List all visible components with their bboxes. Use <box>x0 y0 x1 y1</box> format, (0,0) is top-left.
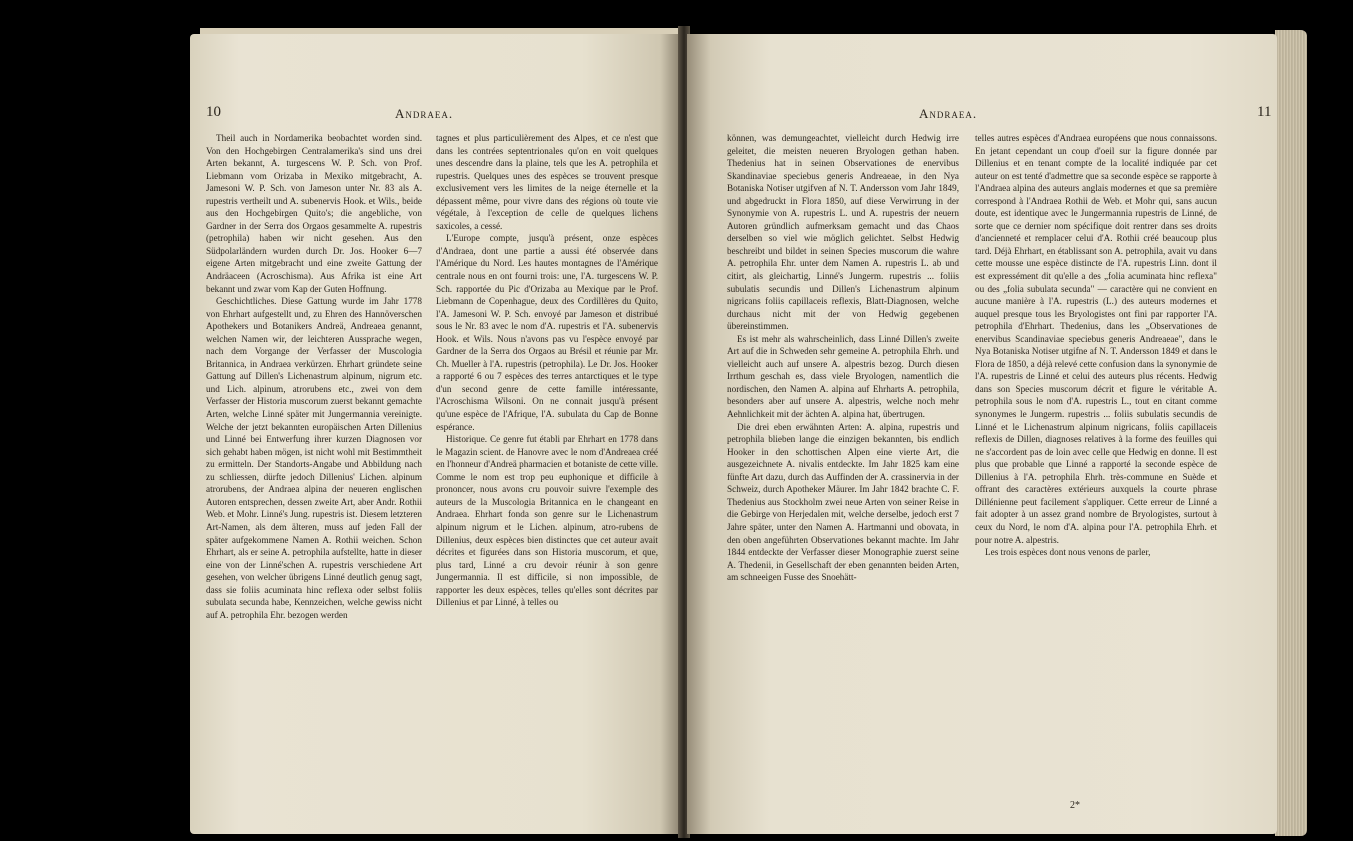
right-french-para2: Les trois espèces dont nous venons de parler, <box>985 547 1151 558</box>
left-french-para3: Historique. Ce genre fut établi par Ehrhart en 1778 dans le Magazin scient. de Hanovre avec le nom d'Andreaea créé en l'honneur d'Andreä pharmacien et botaniste de cette ville. Comme le nom est trop peu euphonique et difficile à prononcer, nous avons cru pouvoir suivre l'exemple des auteurs de la Muscologia Britannica en le changeant en Andraea. Ehrhart fonda son genre sur le Lichenastrum alpinum nigrum et le Lichen. alpinum, atro-rubens de Dillenius, deux espèces bien distinctes que cet auteur avait décrites et figurées dans son Historia muscorum, et que, plus tard, Linné a cru devoir réunir à son genre Jungermannia. Il est difficile, si non impossible, de rapporter les deux espèces, telles qu'elles sont décrites par Dillenius et par Linné, à telles ou <box>436 434 658 608</box>
left-german-para2: Geschichtliches. Diese Gattung wurde im Jahr 1778 von Ehrhart aufgestellt und, zu Ehren des Hannöverschen Apothekers und Botanikers Andreä, Andreaea genannt, welchen Namen wir, der leichteren Aussprache wegen, nach dem Vorgange der Verfasser der Muscologia Britannica, in Andraea verkürzen. Ehrhart gründete seine Gattung auf Dillen's Lichenastrum alpinum, nigrum etc. und Lich. alpinum, atrorubens etc., zwei von dem Verfasser der Historia muscorum zuerst bekannt gemachte Arten, welche Linné später mit Jungermannia vereinigte. Welche der jetzt bekannten europäischen Arten Dillenius und Linné bei Entwerfung ihrer kurzen Diagnosen vor sich gehabt haben mögen, ist nicht wohl mit Bestimmtheit zu ermitteln. Der Standorts-Angabe und Abbildung nach zu schliessen, dürfte jedoch Dillenius' Lichen. alpinum atrorubens, der Andraea alpina der neueren englischen Autoren entsprechen, dessen zweite Art, aber Andr. Rothii Web. et Mohr. Linné's Jung. rupestris ist. Diesem letzteren Art-Namen, als dem älteren, muss auf jeden Fall der später aufgekommene Namen A. Rothii weichen. Schon Ehrhart, als er seine A. petrophila aufstellte, hatte in dieser eine von der Linné'schen A. rupestris verschiedene Art gesehen, von welcher übrigens Linné deutlich genug sagt, dass sie foliis acuminata hinc reflexa oder selbst foliis subulata secunda habe, Kennzeichen, welche gewiss nicht auf A. petrophila Ehr. bezogen werden <box>206 296 422 620</box>
left-column-german <box>206 132 422 782</box>
left-running-head: Andraea. <box>395 106 454 121</box>
right-page <box>687 34 1277 834</box>
left-french-para2: L'Europe compte, jusqu'à présent, onze espèces d'Andraea, dont une partie a aussi été observée dans l'Amérique du Nord. Les hautes montagnes de l'Amérique centrale nous en ont fourni trois: une, l'A. turgescens W. P. Sch. rapportée du Pic d'Orizaba au Mexique par le Prof. Liebmann de Copenhague, deux des Cordillères du Quito, l'A. Jamesoni W. P. Sch. envoyé par Jameson et distribué sous le Nr. 83 avec le nom d'A. rupestris et l'A. subenervis Hook. et Wils. Nous n'avons pas vu l'espèce envoyé par Gardner de la Serra dos Orgaos au Brésil et réunie par Mr. Ch. Mueller à l'A. rupestris (petrophila). Le Dr. Jos. Hooker a rapporté 6 ou 7 espèces des terres antarctiques et le type d'un second genre de cette famille intéressante, l'Acroschisma Wilsoni. On ne connait jusqu'à présent qu'une espèce de l'Afrique, l'A. subulata du Cap de Bonne espérance. <box>436 233 658 432</box>
left-page <box>190 34 680 834</box>
page-edges <box>1275 30 1307 836</box>
left-page-number: 10 <box>206 104 221 120</box>
right-running-head: Andraea. <box>919 106 978 121</box>
left-column-french <box>436 132 658 782</box>
signature-mark: 2* <box>1070 800 1080 811</box>
left-french-para1: tagnes et plus particulièrement des Alpes, et ce n'est que dans les contrées septentrionales qu'on en voit quelques unes descendre dans la plaine, tels que les A. petrophila et rupestris. Quelques unes des espèces se trouvent presque exclusivement vers les limites de la neige éternelle et la dépassent même, pour vivre dans des régions où toute vie végétale, à l'exception de celle de quelques lichens saxicoles, a cessé. <box>436 133 658 231</box>
right-german-para3: Die drei eben erwähnten Arten: A. alpina, rupestris und petrophila blieben lange die einzigen bekannten, bis endlich Hooker in den schottischen Alpen eine vierte Art, die ausgezeichnete A. nivalis entdeckte. Im Jahr 1825 kam eine fünfte Art dazu, durch das Auffinden der A. crassinervia in der Schweiz, durch Apotheker Mäurer. Im Jahr 1842 brachte C. F. Thedenius aus Stockholm zwei neue Arten von seiner Reise in die Gebirge von Herjedalen mit, welche derselbe, jedoch erst 7 Jahre später, unter den Namen A. Hartmanni und obovata, in den oben angeführten Observationes bekannt machte. Im Jahr 1844 entdeckte der Verfasser dieser Monographie zuerst seine A. Thedenii, in Gesellschaft der eben genannten beiden Arten, am schneeigen Fusse des Snoehätt- <box>727 421 959 583</box>
right-column-german <box>727 132 959 782</box>
book-scan <box>190 12 1310 838</box>
right-german-para1: können, was demungeachtet, vielleicht durch Hedwig irre geleitet, die meisten neueren Bryologen gethan haben. Thedenius hat in seinen Observationes de enervibus Skandinaviae speciebus generis Andreaeae, in den Nya Botaniska Notiser utgifven af N. T. Andersson vom Jahr 1849, und abgedruckt in Flora 1850, auf diese Verwirrung in der Synonymie von A. rupestris L. und A. rupestris der neuern Autoren gründlich aufmerksam gemacht und das Chaos derselben so viel wie möglich gelichtet. Selbst Hedwig beschreibt und bildet in seinen Species muscorum die wahre A. petrophila Ehr. unter dem Namen A. rupestris L. ab und citirt, als gleichartig, Linné's Jungerm. rupestris ... foliis subulatis secundis und Dillen's Lichenastrum alpinum nigricans foliis capillaceis reflexis, Blatt-Diagnosen, welche durchaus nicht mit der von Hedwig gegebenen übereinstimmen. <box>727 133 959 332</box>
right-french-para1: telles autres espèces d'Andraea européens que nous connaissons. En jetant cependant un coup d'oeil sur la figure donnée par Dillenius et en tenant compte de la localité indiquée par cet auteur on est tenté d'admettre que sa seconde espèce se rapporte à l'Andraea alpina des auteurs anglais modernes et que sa première correspond à l'Andraea Rothii de Web. et Mohr qui, sans aucun doute, est identique avec le Jungermannia rupestris de Linné, de sorte que ce dernier nom spécifique doit rentrer dans ses droits d'ancienneté et remplacer celui d'A. Rothii créé beaucoup plus tard. Déjà Ehrhart, en établissant son A. petrophila, avait vu dans cette mousse une espèce distincte de l'A. rupestris Linn. dont il est expressément dit qu'elle a des „folia acuminata hinc reflexa" ou des „folia subulata secunda" — caractère qui ne convient en aucune manière à l'A. rupestris (L.) des auteurs modernes et auquel presque tous les Bryologistes ont fini par rapporter l'A. petrophila d'Ehrhart. Thedenius, dans les „Observationes de enervibus Scandinaviae speciebus generis Andreaeae", dans le Nya Botaniska Notiser utgifne af N. T. Andersson 1849 et dans le Flora de 1850, a déjà relevé cette confusion dans la synonymie de l'A. rupestris de Linné et celui des auteurs plus récents. Hedwig dans son Species muscorum décrit et figure le véritable A. petrophila sous le nom d'A. rupestris L., tout en citant comme synonymes le Jungerm. rupestris ... foliis subulatis secundis de Linné et le Lichenastrum alpinum nigricans, foliis capillaceis reflexis de Dillen, diagnoses relatives à la forme des feuilles qui ne s'accordent pas de loin avec celle que Hedwig en donne. Il est plus que probable que Linné a rapporté la seconde espèce de Dillenius à l'A. petrophila Ehrh. très-commune en Suède et offrant des caractères extérieurs auxquels la courte phrase Dillénienne peut facilement s'appliquer. Cette erreur de Linné a fait adopter à un assez grand nombre de Bryologistes, surtout à ceux du Nord, le nom d'A. alpina pour l'A. petrophila Ehrh. et pour notre A. alpestris. <box>975 133 1217 545</box>
right-german-para2: Es ist mehr als wahrscheinlich, dass Linné Dillen's zweite Art auf die in Schweden sehr gemeine A. petrophila Ehrh. und vielleicht auch auf unsere A. alpestris bezog. Durch diesen Irrthum geschah es, dass viele Bryologen, namentlich die nordischen, den Namen A. alpina auf Ehrharts A. petrophila, besonders aber auf unsere A. alpestris, welche noch mehr Aehnlichkeit mit der ächten A. alpina hat, übertrugen. <box>727 333 959 420</box>
right-page-number: 11 <box>1257 104 1272 120</box>
left-german-para1: Theil auch in Nordamerika beobachtet worden sind. Von den Hochgebirgen Centralamerika's sind uns drei Arten bekannt, A. turgescens W. P. Sch. von Prof. Liebmann vom Orizaba in Mexiko mitgebracht, A. Jamesoni W. P. Sch. von Jameson unter Nr. 83 als A. rupestris vertheilt und A. subenervis Hook. et Wils., beide aus den Hochgebirgen Quito's; die angebliche, von Gardner in der Serra dos Orgaos gesammelte A. rupestris (petrophila) haben wir nicht gesehen. Aus den Südpolarländern wurden durch Dr. Jos. Hooker 6—7 eigene Arten mitgebracht und eine zweite Gattung der Andräaceen (Acroschisma). Aus Afrika ist eine Art bekannt und zwar vom Kap der Guten Hoffnung. <box>206 133 422 294</box>
right-column-french <box>975 132 1217 782</box>
